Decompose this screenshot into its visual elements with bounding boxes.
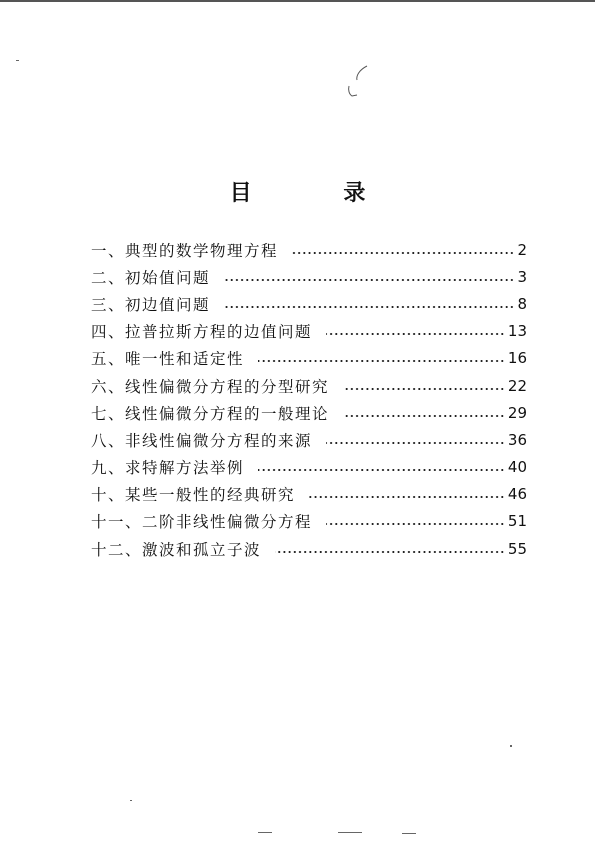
toc-entry[interactable] [91,290,527,317]
toc-entry-page: 51 [507,512,527,531]
toc-entry-label: 七、线性偏微分方程的一般理论 [91,404,330,423]
toc-entry-page: 36 [507,430,527,449]
toc-entry[interactable] [91,318,527,345]
page-top-border [0,0,595,2]
scan-speck [510,745,512,747]
dot-leader [224,306,514,308]
toc-entry[interactable] [91,426,527,453]
dot-leader [326,333,505,335]
dot-leader [326,442,505,444]
toc-entry-page: 3 [517,267,527,286]
toc-entry[interactable] [91,399,527,426]
toc-entry[interactable] [91,345,527,372]
toc-entry-page: 22 [507,376,527,395]
toc-entry-label: 四、拉普拉斯方程的边值问题 [91,323,313,342]
dot-leader [326,523,505,525]
toc-entry[interactable] [91,454,527,481]
toc-entry-label: 十、某些一般性的经典研究 [91,486,296,505]
toc-entry-page: 2 [517,240,527,259]
toc-entry-page: 29 [507,403,527,422]
dot-leader [309,496,505,498]
toc-entry-page: 13 [507,322,527,341]
toc-entry-label: 三、初边值问题 [91,295,211,314]
dot-leader [258,469,505,471]
toc-entry-page: 16 [507,349,527,368]
toc-entry-label: 九、求特解方法举例 [91,459,245,478]
toc-entry-label: 十一、二阶非线性偏微分方程 [91,513,313,532]
scan-speck [130,800,132,801]
toc-entry[interactable] [91,535,527,562]
toc-entry-page: 40 [507,458,527,477]
toc-entry[interactable] [91,236,527,263]
dot-leader [343,415,505,417]
toc-entry[interactable] [91,481,527,508]
scan-speck [258,832,272,833]
toc-entry-page: 55 [507,539,527,558]
pencil-mark-icon [343,62,373,102]
dot-leader [292,252,514,254]
toc-entry-label: 八、非线性偏微分方程的来源 [91,431,313,450]
toc-entry-label: 一、典型的数学物理方程 [91,241,279,260]
dot-leader [224,279,514,281]
toc-entry-label: 十二、激波和孤立子波 [91,540,262,559]
dot-leader [275,551,505,553]
toc-entry-page: 8 [517,294,527,313]
toc-entry-label: 二、初始值问题 [91,268,211,287]
toc-entry[interactable] [91,372,527,399]
page-title: 目 录 [229,181,408,206]
scan-speck [338,832,362,833]
dot-leader [343,388,505,390]
toc-entry-label: 六、线性偏微分方程的分型研究 [91,377,330,396]
table-of-contents [91,236,527,562]
scan-speck [402,833,416,834]
toc-entry-page: 46 [507,485,527,504]
scan-speck [16,60,19,61]
toc-entry-label: 五、唯一性和适定性 [91,350,245,369]
toc-entry[interactable] [91,508,527,535]
toc-entry[interactable] [91,263,527,290]
dot-leader [258,360,505,362]
